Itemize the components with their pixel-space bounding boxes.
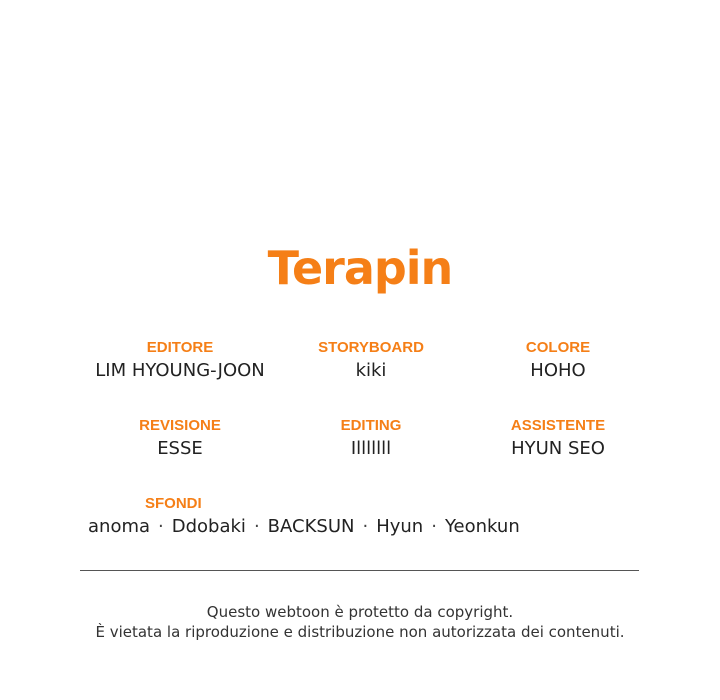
sfondi-name: anoma — [88, 516, 151, 537]
brand-logo: Terapin — [267, 241, 453, 295]
copyright-notice — [0, 602, 720, 642]
credit-role: SFONDI — [145, 495, 202, 512]
credit-role: COLORE — [525, 339, 591, 356]
credit-role: REVISIONE — [139, 417, 221, 434]
credit-role: STORYBOARD — [318, 339, 424, 356]
divider — [80, 570, 639, 571]
credit-name: HYUN SEO — [511, 438, 605, 459]
name-separator: · — [362, 516, 369, 537]
sfondi-name: Ddobaki — [171, 516, 246, 537]
credit-name: LIM HYOUNG-JOON — [95, 360, 265, 381]
name-separator: · — [158, 516, 164, 537]
credit-assistente — [438, 417, 678, 462]
copyright-line: È vietata la riproduzione e distribuzione non autorizzata dei contenuti. — [95, 623, 625, 641]
credit-colore — [438, 339, 678, 384]
credit-name: ESSE — [157, 438, 203, 459]
credit-role: EDITING — [340, 417, 402, 434]
credit-name: kiki — [355, 360, 387, 381]
name-separator: · — [253, 516, 260, 537]
credit-role: EDITORE — [146, 339, 214, 356]
credit-name: HOHO — [530, 360, 586, 381]
sfondi-names — [88, 514, 520, 540]
sfondi-name: BACKSUN — [267, 516, 355, 537]
credit-role: ASSISTENTE — [510, 417, 606, 434]
sfondi-name: Yeonkun — [444, 516, 520, 537]
copyright-line: Questo webtoon è protetto da copyright. — [206, 603, 514, 621]
sfondi-name: Hyun — [376, 516, 424, 537]
credit-name: Illlllll — [350, 438, 392, 459]
credit-sfondi — [88, 495, 520, 540]
name-separator: · — [431, 516, 437, 537]
